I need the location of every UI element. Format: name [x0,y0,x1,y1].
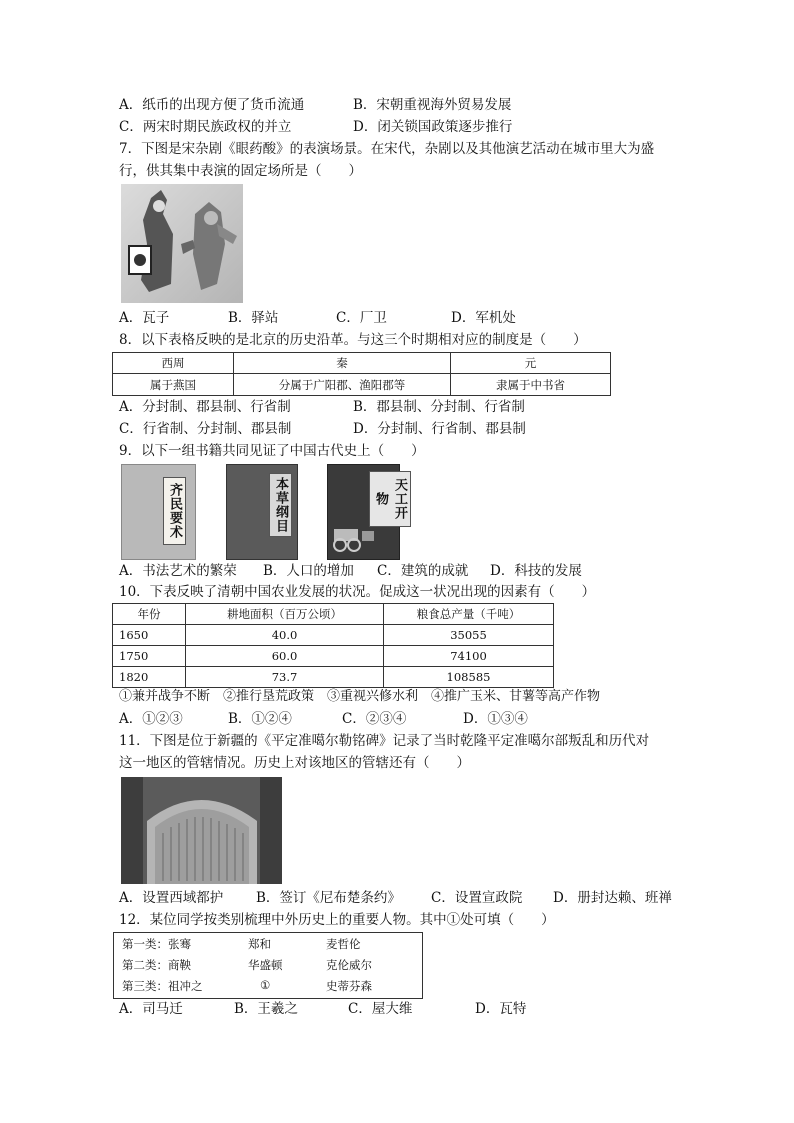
q9-option-c: C．建筑的成就 [377,563,469,579]
q12-people-box [113,932,423,999]
q10-header-cell: 耕地面积（百万公顷） [186,604,384,625]
q10-option-a: A．①②③ [119,711,183,727]
q8-header-cell: 秦 [234,353,451,374]
q10-option-c: C．②③④ [342,711,407,727]
q8-cell: 隶属于中书省 [451,374,611,396]
q6-option-b: B．宋朝重视海外贸易发展 [353,97,512,113]
q12-person: 麦哲伦 [326,937,361,951]
q9-stem: 9．以下一组书籍共同见证了中国古代史上（ ） [119,443,425,459]
q10-header-cell: 粮食总产量（千吨） [384,604,554,625]
q10-cell: 74100 [384,646,554,667]
q8-header-cell: 西周 [113,353,234,374]
q10-cell: 1820 [113,667,186,688]
q7-stem-line1: 7．下图是宋杂剧《眼药酸》的表演场景。在宋代，杂剧以及其他演艺活动在城市里大为盛 [119,141,655,157]
ox-cart-illustration [332,523,376,553]
q6-option-d: D．闭关锁国政策逐步推行 [353,119,513,135]
book-cover-image [226,464,298,560]
q8-header-cell: 元 [451,353,611,374]
q12-category: 第一类：张骞 [122,937,191,951]
q6-option-a: A．纸币的出现方便了货币流通 [119,97,305,113]
q11-option-c: C．设置宣政院 [431,890,523,906]
q10-header-cell: 年份 [113,604,186,625]
q10-factors: ①兼并战争不断 ②推行垦荒政策 ③重视兴修水利 ④推广玉米、甘薯等高产作物 [119,689,601,704]
q12-option-d: D．瓦特 [475,1001,527,1017]
q10-cell: 60.0 [186,646,384,667]
q10-cell: 1650 [113,625,186,646]
q10-cell: 108585 [384,667,554,688]
book-cover-image [327,464,407,560]
book-cover-image [121,464,196,560]
q9-option-b: B．人口的增加 [263,563,354,579]
q11-option-a: A．设置西域都护 [119,890,224,906]
q7-option-a: A．瓦子 [119,310,170,326]
q10-cell: 40.0 [186,625,384,646]
q12-person: 克伦威尔 [326,958,372,972]
q12-option-c: C．屋大维 [348,1001,413,1017]
q10-option-d: D．①③④ [463,711,528,727]
q12-category: 第三类：祖冲之 [122,979,203,993]
q8-option-a: A．分封制、郡县制、行省制 [119,399,291,415]
q9-option-a: A．书法艺术的繁荣 [119,563,237,579]
q11-stem-line1: 11．下图是位于新疆的《平定准噶尔勒铭碑》记录了当时乾隆平定准噶尔部叛乱和历代对 [119,733,650,749]
q8-table [112,352,611,396]
q8-cell: 分属于广阳郡、渔阳郡等 [234,374,451,396]
q12-person: 华盛顿 [248,958,283,972]
q7-option-b: B．驿站 [228,310,279,326]
book-title: 齐民要术 [163,477,186,545]
q11-option-b: B．签订《尼布楚条约》 [256,890,401,906]
q6-option-c: C．两宋时期民族政权的并立 [119,119,292,135]
book-title: 天工开物 [369,471,411,527]
q10-table [112,603,554,688]
q10-cell: 73.7 [186,667,384,688]
q10-cell: 1750 [113,646,186,667]
q8-option-d: D．分封制、行省制、郡县制 [353,421,526,437]
q7-option-d: D．军机处 [451,310,516,326]
opera-painting-image [121,184,243,303]
q8-option-b: B．郡县制、分封制、行省制 [353,399,525,415]
q10-cell: 35055 [384,625,554,646]
q8-option-c: C．行省制、分封制、郡县制 [119,421,292,437]
q7-stem-line2: 行，供其集中表演的固定场所是（ ） [119,163,362,179]
q12-category: 第二类：商鞅 [122,958,191,972]
q10-stem: 10．下表反映了清朝中国农业发展的状况。促成这一状况出现的因素有（ ） [119,584,596,600]
q7-option-c: C．厂卫 [336,310,387,326]
q12-stem: 12．某位同学按类别梳理中外历史上的重要人物。其中①处可填（ ） [119,912,555,928]
stele-photo-image [121,777,282,884]
q12-option-a: A．司马迁 [119,1001,183,1017]
q12-person: 史蒂芬森 [326,979,372,993]
q8-cell: 属于燕国 [113,374,234,396]
q8-stem: 8．以下表格反映的是北京的历史沿革。与这三个时期相对应的制度是（ ） [119,332,587,348]
q11-stem-line2: 这一地区的管辖情况。历史上对该地区的管辖还有（ ） [119,755,470,771]
q12-option-b: B．王羲之 [234,1001,298,1017]
q10-option-b: B．①②④ [228,711,292,727]
q11-option-d: D．册封达赖、班禅 [553,890,672,906]
q12-person: 郑和 [248,937,271,951]
book-title: 本草纲目 [269,473,292,537]
q9-option-d: D．科技的发展 [490,563,582,579]
q12-blank-marker: ① [260,978,271,992]
